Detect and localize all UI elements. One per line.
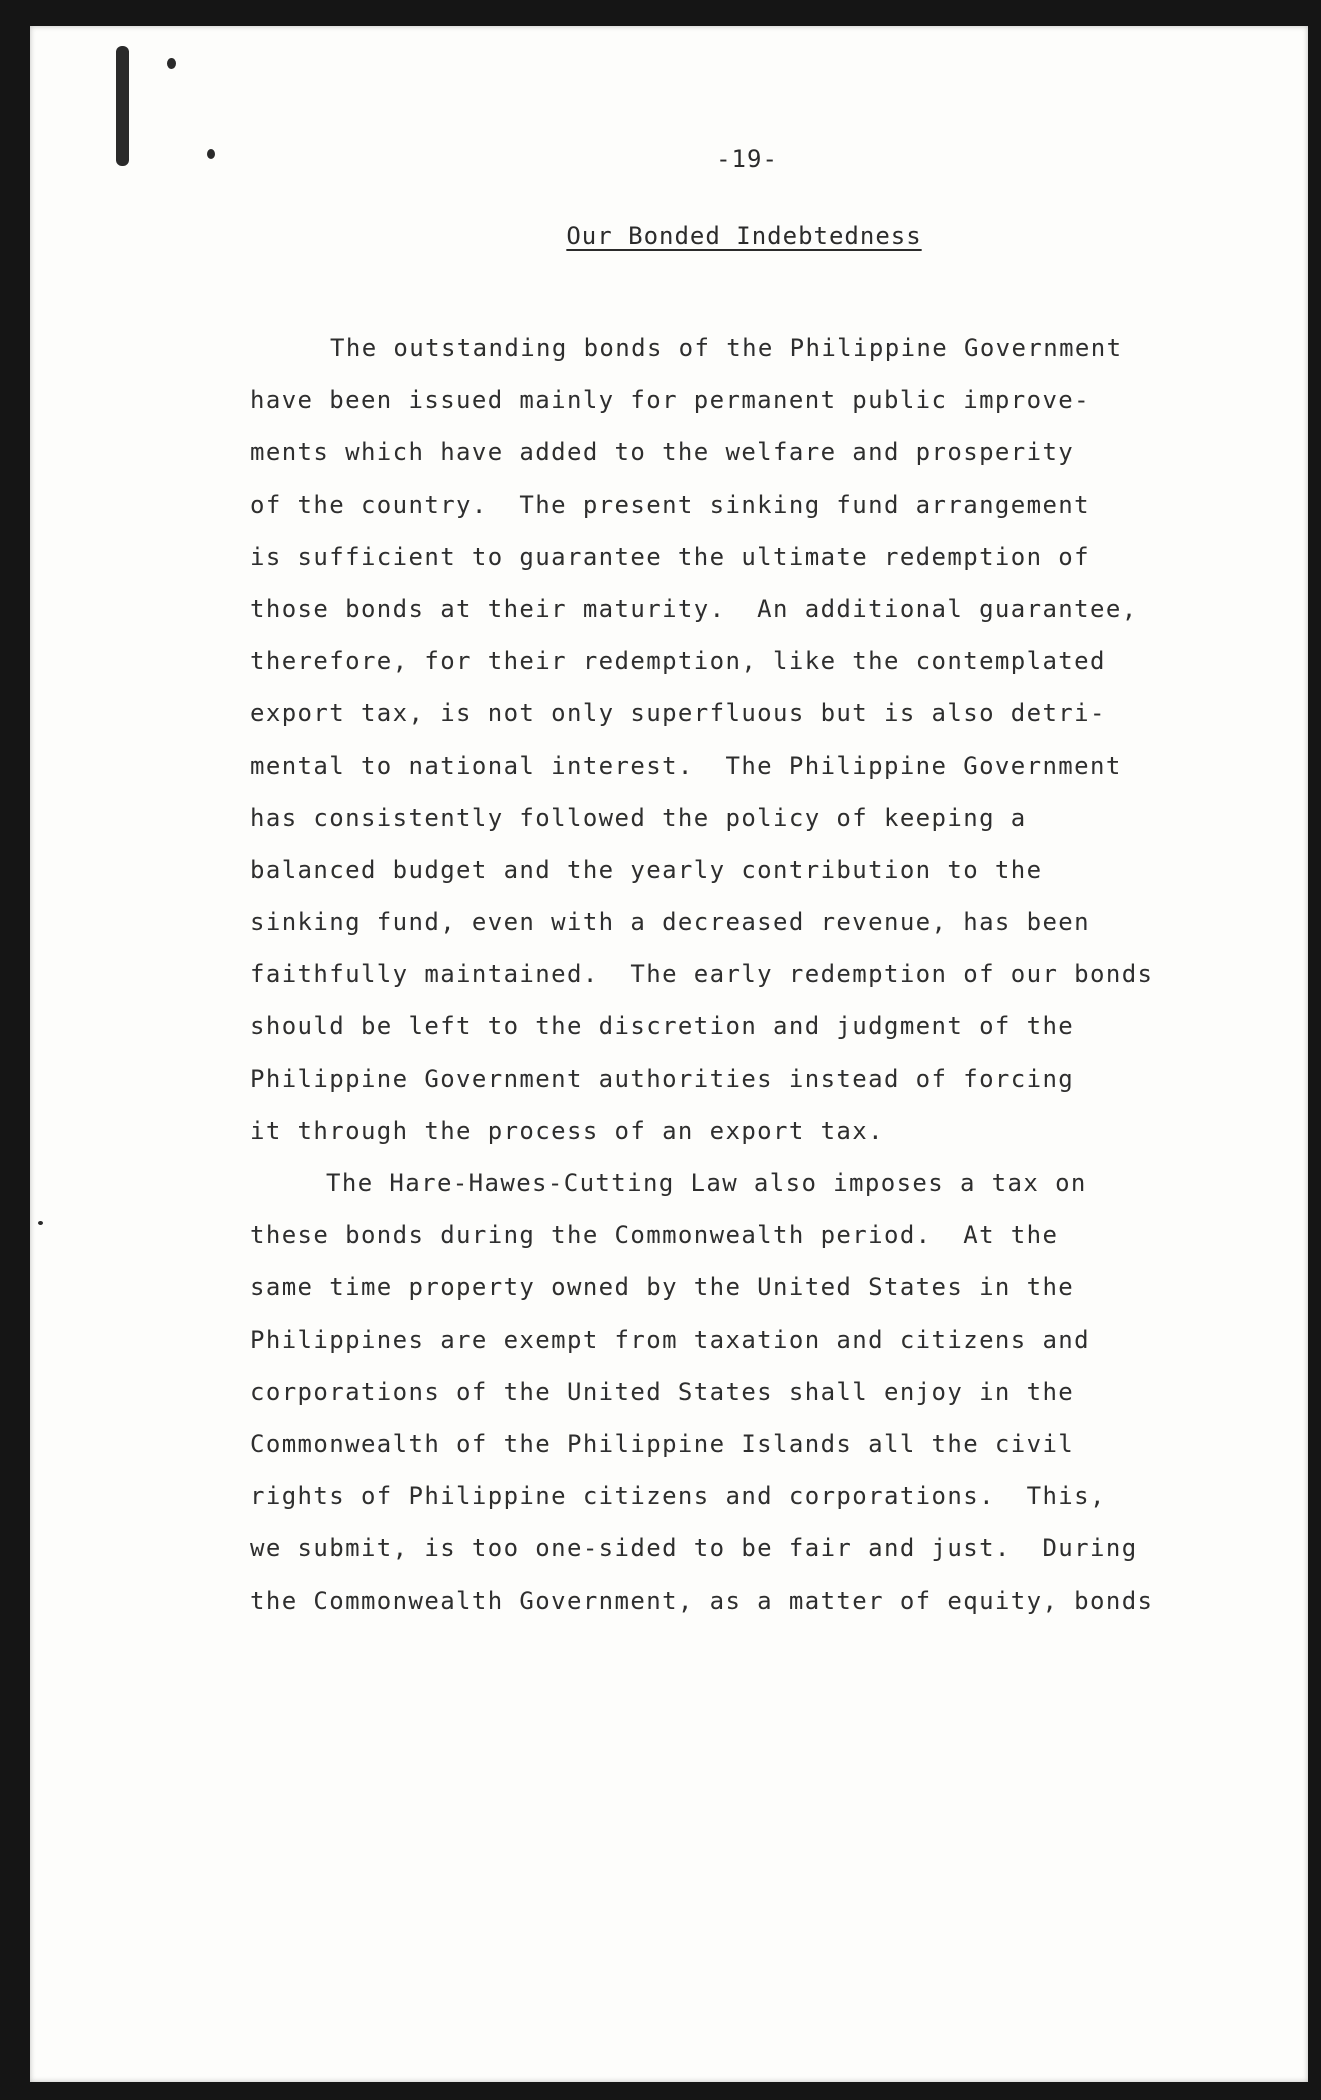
page-number: -19-	[716, 145, 778, 173]
text-line: sinking fund, even with a decreased revenue, has been	[250, 908, 1091, 937]
text-line: faithfully maintained. The early redemption of our bonds	[250, 960, 1154, 989]
text-line: has consistently followed the policy of keeping a	[250, 803, 1027, 832]
text-line: it through the process of an export tax.	[250, 1116, 884, 1145]
text-line: export tax, is not only superfluous but is also detri-	[250, 699, 1106, 728]
text-line: same time property owned by the United States in the	[250, 1273, 1075, 1302]
text-line: Philippine Government authorities instead of forcing	[250, 1064, 1075, 1093]
text-line: The outstanding bonds of the Philippine Government	[330, 334, 1123, 362]
document-page	[30, 26, 1308, 2082]
text-line: mental to national interest. The Philippine Government	[250, 751, 1122, 780]
text-line: those bonds at their maturity. An additional guarantee,	[250, 594, 1138, 623]
speck-mark	[38, 1221, 43, 1225]
text-line: we submit, is too one-sided to be fair and just. During	[250, 1534, 1138, 1563]
punch-hole-mark	[167, 58, 176, 69]
section-heading	[30, 222, 1308, 250]
text-line: corporations of the United States shall enjoy in the	[250, 1377, 1075, 1406]
text-line: Philippines are exempt from taxation and citizens and	[250, 1325, 1091, 1354]
text-line: the Commonwealth Government, as a matter of equity, bonds	[250, 1586, 1154, 1615]
text-line: balanced budget and the yearly contribution to the	[250, 855, 1043, 884]
text-line: have been issued mainly for permanent public improve-	[250, 386, 1091, 415]
text-line: rights of Philippine citizens and corporations. This,	[250, 1482, 1106, 1511]
text-line: is sufficient to guarantee the ultimate redemption of	[250, 542, 1091, 571]
text-line: should be left to the discretion and judgment of the	[250, 1012, 1075, 1041]
text-line: of the country. The present sinking fund arrangement	[250, 490, 1091, 519]
text-line: Commonwealth of the Philippine Islands all the civil	[250, 1429, 1075, 1458]
text-line: these bonds during the Commonwealth period. At the	[250, 1221, 1059, 1250]
text-line: therefore, for their redemption, like the contemplated	[250, 647, 1106, 676]
body-text	[250, 322, 1290, 1627]
section-heading-text: Our Bonded Indebtedness	[566, 222, 922, 250]
text-line: The Hare-Hawes-Cutting Law also imposes a tax on	[326, 1169, 1087, 1197]
text-line: ments which have added to the welfare and prosperity	[250, 438, 1075, 467]
